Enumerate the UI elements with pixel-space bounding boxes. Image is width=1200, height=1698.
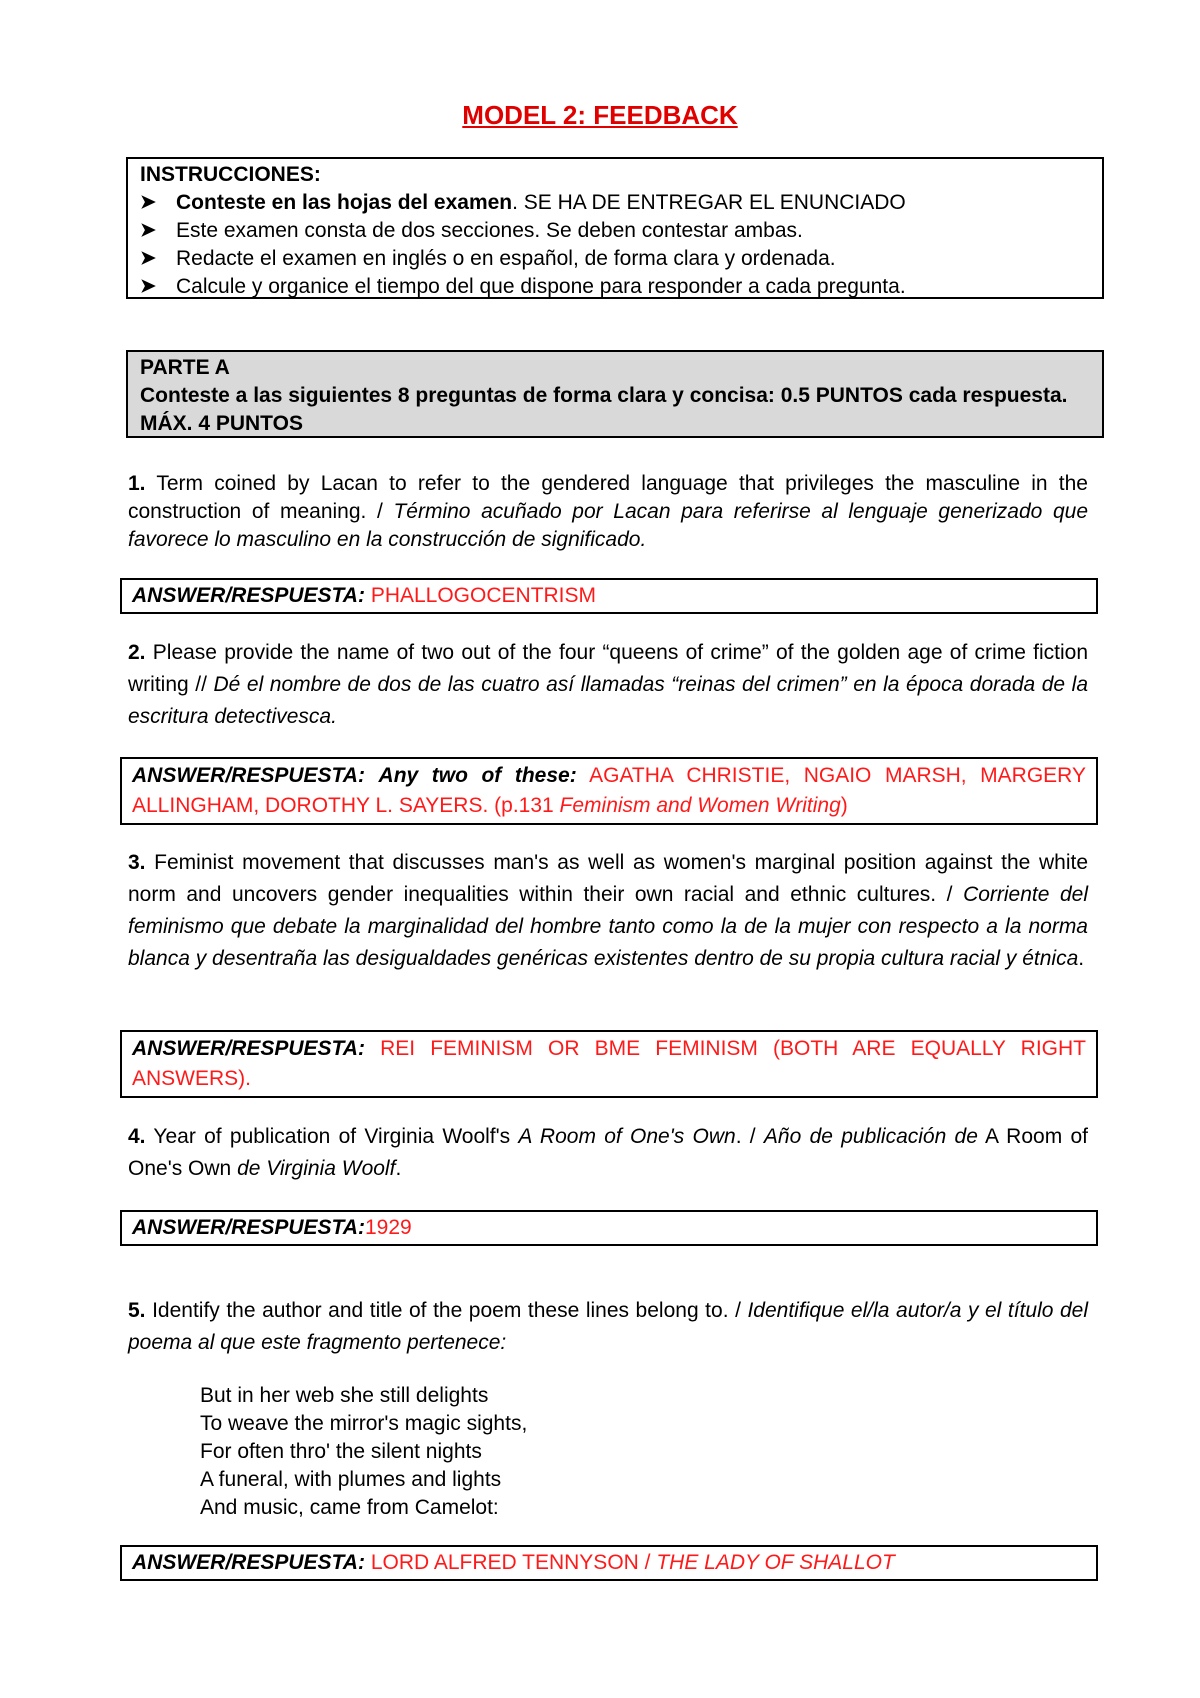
instruction-text: Calcule y organice el tiempo del que dispone para responder a cada pregunta.	[176, 275, 906, 298]
question-text-es: Término acuñado por Lacan para referirse al lenguaje generizado que favorece lo masculino en la construcción de significado.	[128, 500, 1088, 551]
answer-poem-title: THE LADY OF SHALLOT	[656, 1551, 895, 1574]
answer-label: ANSWER/RESPUESTA:	[132, 1551, 365, 1574]
answer-close: )	[840, 794, 848, 817]
answer-text: PHALLOGOCENTRISM	[370, 584, 597, 607]
answer-text: LORD ALFRED TENNYSON /	[370, 1551, 657, 1574]
question-text-es: Identifique el/la autor/a y el título del poema al que este fragmento pertenece:	[128, 1299, 1088, 1354]
book-title-plain: A Room of One's Own	[128, 1125, 1088, 1180]
question-text-es: Año de publicación de	[763, 1125, 978, 1148]
question-text-es: Corriente del feminismo que debate la marginalidad del hombre tanto como la de la mujer con respecto a la norma blanca y desentraña las desigualdades genéricas existentes dentro de su propia cultura racial y étnica	[128, 883, 1088, 970]
instruction-text: . SE HA DE ENTREGAR EL ENUNCIADO	[512, 191, 906, 214]
answer-box-1	[120, 578, 1098, 614]
poem-line: To weave the mirror's magic sights,	[200, 1412, 528, 1435]
answer-text: 1929	[364, 1216, 412, 1239]
question-number: 4.	[128, 1125, 146, 1148]
arrow-bullet-icon: ➤	[140, 192, 156, 213]
answer-text: REI FEMINISM OR BME FEMINISM (BOTH ARE EQUALLY RIGHT ANSWERS).	[132, 1037, 1086, 1090]
question-text-en: Feminist movement that discusses man's as well as women's marginal position against the white norm and uncovers gender inequalities within their own racial and ethnic cultures. /	[128, 851, 1088, 906]
answer-label: ANSWER/RESPUESTA:	[132, 584, 365, 607]
arrow-bullet-icon: ➤	[140, 220, 156, 241]
arrow-bullet-icon: ➤	[140, 276, 156, 297]
answer-label: ANSWER/RESPUESTA:	[132, 764, 365, 787]
instruction-item	[140, 245, 1090, 273]
question-text-en: Identify the author and title of the poem these lines belong to. /	[145, 1299, 748, 1322]
question-text-end: .	[395, 1157, 402, 1180]
question-text-en: Year of publication of Virginia Woolf's	[145, 1125, 519, 1148]
poem-line: But in her web she still delights	[200, 1384, 489, 1407]
answer-box-5	[120, 1545, 1098, 1581]
question-5	[128, 1295, 1088, 1359]
poem-line: A funeral, with plumes and lights	[200, 1468, 502, 1491]
poem-line: And music, came from Camelot:	[200, 1496, 499, 1519]
question-number: 2.	[128, 641, 146, 664]
instruction-item	[140, 217, 1090, 245]
book-title: A Room of One's Own	[518, 1125, 736, 1148]
question-text-es: Dé el nombre de dos de las cuatro así llamadas “reinas del crimen” en la época dorada de la escritura detectivesca.	[128, 673, 1089, 728]
answer-reference: Feminism and Women Writing	[559, 794, 841, 817]
instruction-text: Redacte el examen en inglés o en español, de forma clara y ordenada.	[176, 247, 836, 270]
question-number: 3.	[128, 851, 146, 874]
question-text-es-2: de Virginia Woolf	[237, 1157, 396, 1180]
instructions-heading: INSTRUCCIONES:	[140, 163, 321, 186]
separator: . /	[735, 1125, 764, 1148]
instruction-item	[140, 273, 1090, 301]
part-a-heading: PARTE A	[140, 356, 230, 379]
part-a-box	[126, 350, 1104, 438]
arrow-bullet-icon: ➤	[140, 248, 156, 269]
instructions-box	[126, 157, 1104, 299]
question-1	[128, 470, 1088, 554]
part-a-text: Conteste a las siguientes 8 preguntas de forma clara y concisa: 0.5 PUNTOS cada respuesta. MÁX. 4 PUNTOS	[140, 384, 1068, 435]
answer-box-4	[120, 1210, 1098, 1246]
question-4	[128, 1121, 1088, 1185]
question-number: 1.	[128, 472, 146, 495]
question-text-end: .	[1078, 947, 1085, 970]
answer-text: AGATHA CHRISTIE, NGAIO MARSH, MARGERY ALLINGHAM, DOROTHY L. SAYERS. (p.131	[132, 764, 1086, 817]
instruction-item	[140, 189, 1090, 217]
poem-excerpt	[200, 1382, 527, 1522]
answer-label: ANSWER/RESPUESTA:	[132, 1216, 365, 1239]
question-3	[128, 847, 1088, 975]
instruction-text: Este examen consta de dos secciones. Se deben contestar ambas.	[176, 219, 803, 242]
question-2	[128, 637, 1088, 733]
answer-label: ANSWER/RESPUESTA:	[132, 1037, 365, 1060]
question-text-en: Please provide the name of two out of the four “queens of crime” of the golden age of crime fiction writing //	[128, 641, 1088, 696]
instruction-bold: Conteste en las hojas del examen	[176, 191, 513, 214]
question-number: 5.	[128, 1299, 146, 1322]
poem-line: For often thro' the silent nights	[200, 1440, 482, 1463]
page-title: MODEL 2: FEEDBACK	[462, 100, 738, 130]
answer-intro: Any two of these:	[378, 764, 577, 787]
answer-box-2	[120, 757, 1098, 825]
question-text-en: Term coined by Lacan to refer to the gendered language that privileges the masculine in the construction of meaning. /	[128, 472, 1088, 523]
answer-box-3	[120, 1030, 1098, 1098]
